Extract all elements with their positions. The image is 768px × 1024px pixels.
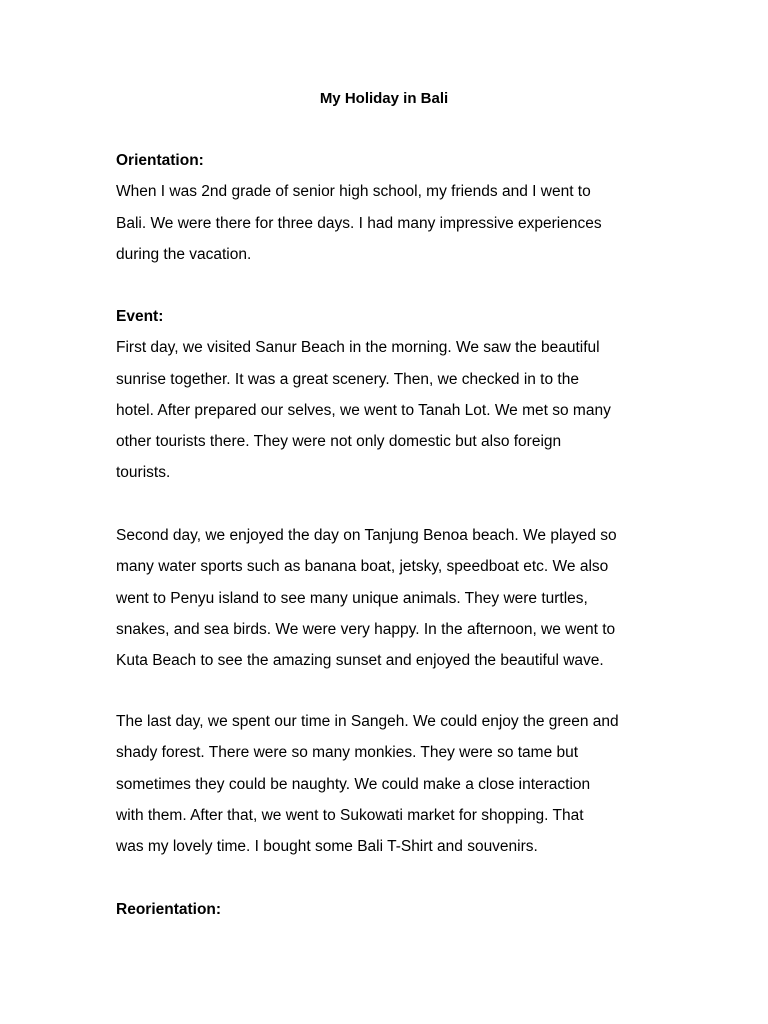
event-heading: Event: (116, 308, 164, 325)
text-line: Second day, we enjoyed the day on Tanjung Benoa beach. We played so (116, 527, 617, 544)
text-line: was my lovely time. I bought some Bali T-Shirt and souvenirs. (116, 838, 538, 856)
orientation-paragraph (116, 176, 646, 270)
text-line: tourists. (116, 464, 171, 482)
orientation-section (116, 145, 646, 270)
page-title: My Holiday in Bali (319, 90, 449, 107)
text-line: Kuta Beach to see the amazing sunset and enjoyed the beautiful wave. (116, 652, 604, 670)
text-line: First day, we visited Sanur Beach in the morning. We saw the beautiful (116, 339, 600, 357)
reorientation-section (116, 894, 646, 925)
paragraph-body (116, 520, 646, 676)
event-paragraph-1 (116, 332, 646, 488)
event-paragraph-3 (116, 706, 646, 862)
text-line: snakes, and sea birds. We were very happy. In the afternoon, we went to (116, 620, 616, 638)
text-line: went to Penyu island to see many unique animals. They were turtles, (116, 589, 588, 607)
text-line: When I was 2nd grade of senior high school, my friends and I went to (116, 183, 591, 201)
text-line: shady forest. There were so many monkies. They were so tame but (116, 744, 579, 762)
text-line: Bali. We were there for three days. I had many impressive experiences (116, 214, 602, 232)
text-line: sometimes they could be naughty. We could make a close interaction (116, 775, 591, 793)
text-line: hotel. After prepared our selves, we went to Tanah Lot. We met so many (116, 401, 611, 419)
text-line: sunrise together. It was a great scenery. Then, we checked in to the (116, 370, 579, 388)
text-line: The last day, we spent our time in Sangeh. We could enjoy the green and (116, 713, 619, 730)
event-section (116, 301, 646, 489)
text-line: during the vacation. (116, 245, 252, 263)
text-line: other tourists there. They were not only domestic but also foreign (116, 433, 562, 451)
event-paragraph-2 (116, 520, 646, 676)
reorientation-heading: Reorientation: (116, 901, 222, 918)
text-line: many water sports such as banana boat, jetsky, speedboat etc. We also (116, 558, 609, 576)
text-line: with them. After that, we went to Sukowati market for shopping. That (116, 806, 584, 824)
orientation-heading: Orientation: (116, 152, 204, 169)
paragraph-body (116, 706, 646, 862)
